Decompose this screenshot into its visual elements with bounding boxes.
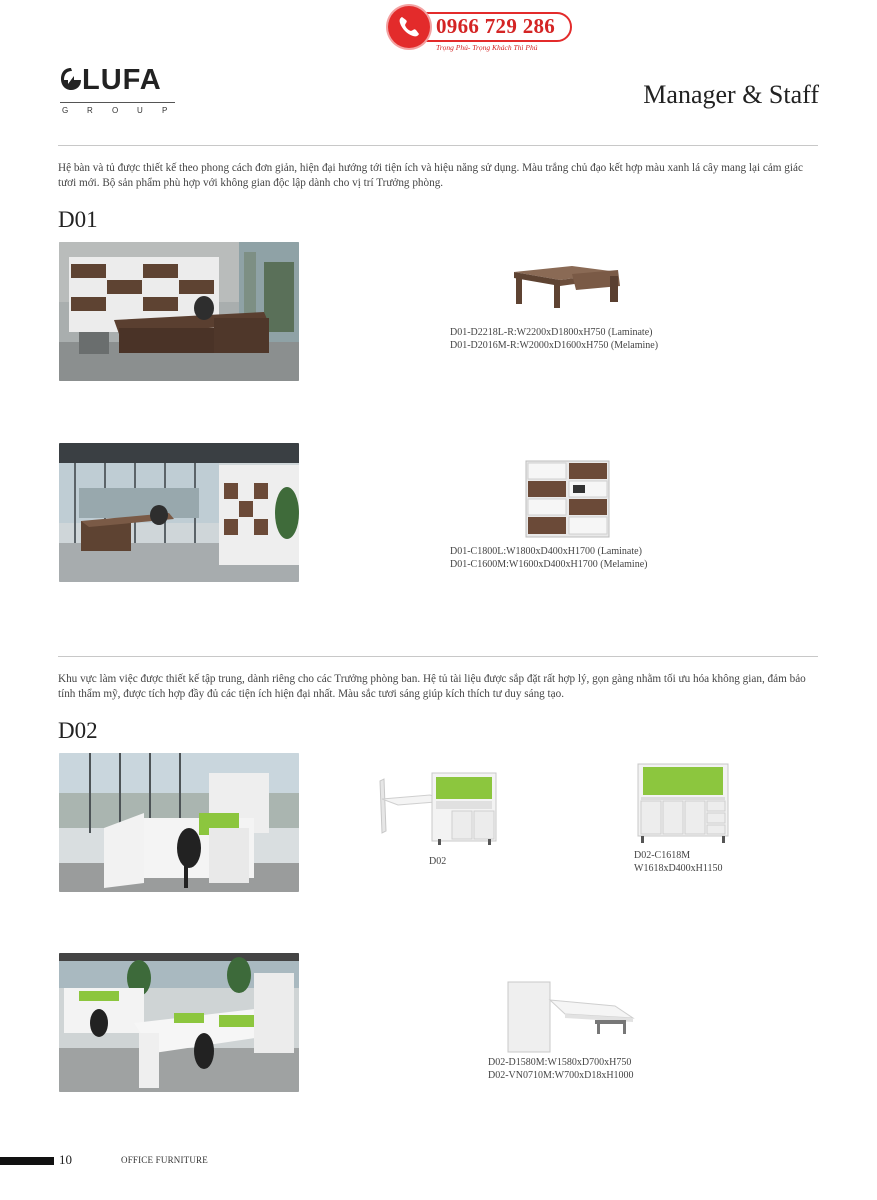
logo-letter: R	[87, 106, 93, 115]
d01-description: Hệ bàn và tủ được thiết kế theo phong cách đơn giản, hiện đại hướng tới tiện ích và hiệu năng sử dụng. Màu trắng chủ đạo kết hợp màu xanh lá cây mang lại cảm giác tươi mới. Bộ sản phẩm phù hợp với không gian độc lập dành cho vị trí Trưởng phòng.	[58, 162, 803, 189]
logo-letter: G	[62, 106, 69, 115]
logo-letter: P	[162, 106, 168, 115]
hotline-badge[interactable]	[388, 6, 574, 50]
footer-label: OFFICE FURNITURE	[121, 1155, 208, 1165]
d02-cabinet-caption	[634, 849, 723, 875]
caption-line: D01-C1800L:W1800xD400xH1700 (Laminate)	[450, 546, 642, 557]
d01-office-photo-2	[59, 443, 299, 582]
d01-cabinet-caption	[450, 545, 647, 571]
logo-wordmark	[60, 64, 162, 97]
d02-desk-caption	[488, 1056, 634, 1082]
caption-line: D01-C1600M:W1600xD400xH1700 (Melamine)	[450, 559, 648, 570]
page-number: 10	[59, 1152, 72, 1167]
section-title: Manager & Staff	[643, 80, 819, 109]
caption-line: D01-D2016M-R:W2000xD1600xH750 (Melamine)	[450, 340, 659, 351]
company-logo	[60, 64, 180, 124]
d02-office-photo-1	[59, 753, 299, 892]
header-divider	[58, 145, 818, 146]
caption-line: D02-VN0710M:W700xD18xH1000	[488, 1070, 634, 1081]
d02-workstation-caption: D02	[429, 856, 447, 867]
d01-cabinet-image	[525, 460, 610, 538]
logo-group-text	[62, 106, 187, 115]
d02-title: D02	[58, 718, 98, 743]
caption-line: D01-D2218L-R:W2200xD1800xH750 (Laminate)	[450, 327, 653, 338]
d01-title: D01	[58, 207, 98, 232]
caption-line: D02-C1618M	[634, 850, 691, 861]
logo-mark-icon	[60, 66, 82, 92]
d01-desk-image	[510, 262, 624, 310]
caption-line: W1618xD400xH1150	[634, 863, 723, 874]
hotline-number: 0966 729 286	[436, 14, 556, 38]
phone-icon	[388, 6, 430, 48]
d02-office-photo-2	[59, 953, 299, 1092]
logo-letter: O	[112, 106, 119, 115]
hotline-slogan: Trọng Phú- Trọng Khách Thì Phú	[436, 43, 538, 52]
section-divider	[58, 656, 818, 657]
caption-line: D02-D1580M:W1580xD700xH750	[488, 1057, 632, 1068]
logo-text: LUFA	[82, 64, 162, 96]
logo-letter: U	[137, 106, 143, 115]
d01-desk-caption	[450, 326, 658, 352]
d02-description: Khu vực làm việc được thiết kế tập trung, dành riêng cho các Trưởng phòng ban. Hệ tủ tài liệu được sắp đặt rất hợp lý, gọn gàng nhằm tối ưu hóa không gian, đảm bảo tính thẩm mỹ, được tích hợp đầy đủ các tiện ích hiện đại nhất. Màu sắc tươi sáng giúp kích thích tư duy sáng tạo.	[58, 673, 806, 700]
d02-cabinet-image	[637, 763, 729, 845]
d02-workstation-image	[378, 771, 498, 847]
footer-bar	[0, 1157, 54, 1165]
d02-desk-image	[505, 980, 635, 1056]
d01-office-photo-1	[59, 242, 299, 381]
logo-rule	[60, 102, 175, 103]
